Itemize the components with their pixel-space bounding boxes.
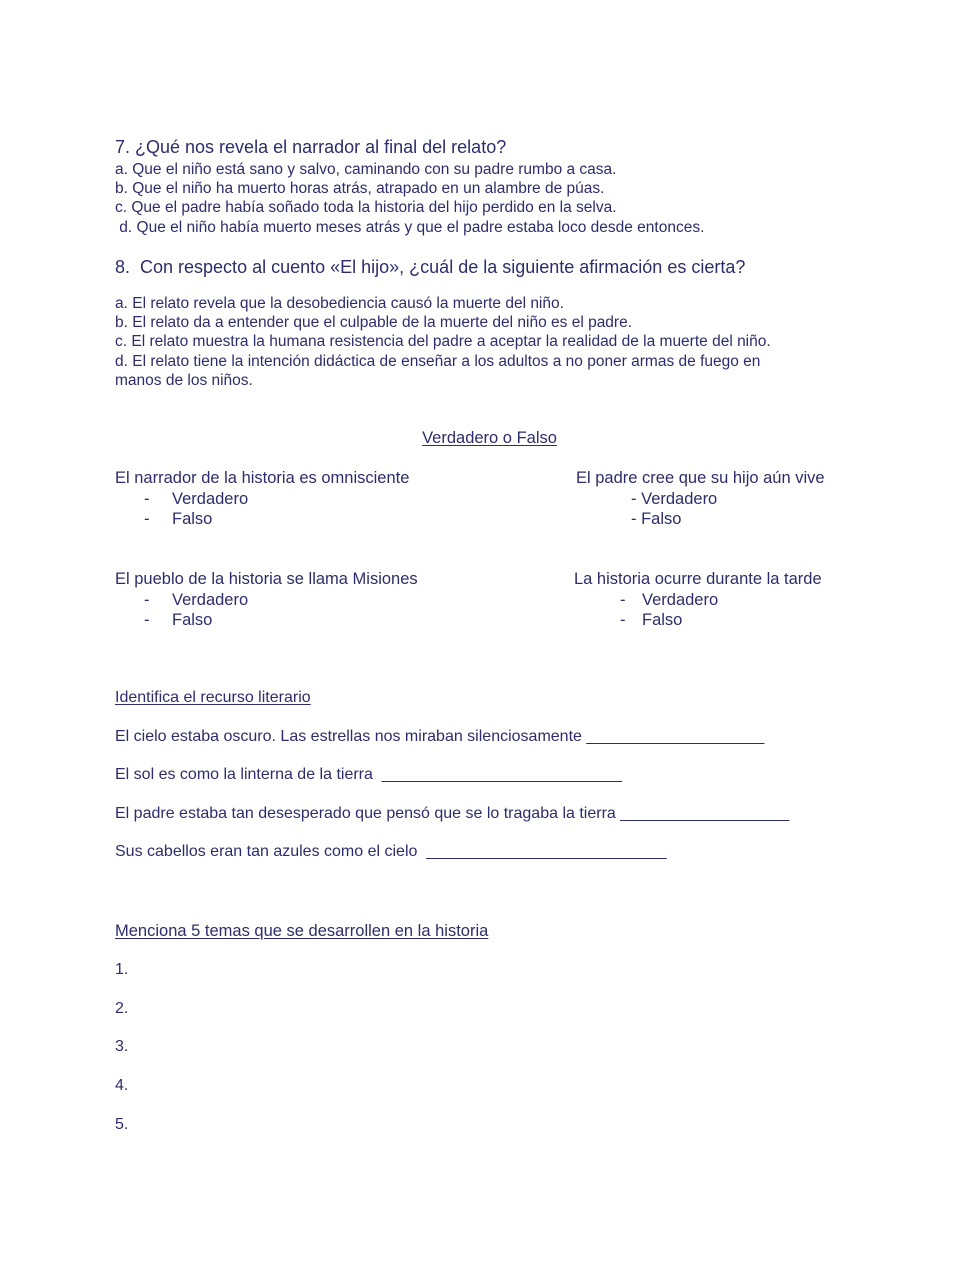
literary-device-heading: Identifica el recurso literario (115, 689, 311, 706)
option-label: Falso (641, 510, 682, 528)
theme-number-4: 4. (115, 1077, 129, 1094)
question-7-option-a: a. Que el niño está sano y salvo, caminando con su padre rumbo a casa. (115, 161, 617, 178)
tf-option-true-3 (144, 591, 248, 610)
question-8-option-d: d. El relato tiene la intención didáctica de enseñar a los adultos a no poner armas de fuego en (115, 353, 761, 370)
tf-option-true-1 (144, 490, 248, 509)
option-label: Falso (642, 611, 683, 629)
question-7-title: 7. ¿Qué nos revela el narrador al final del relato? (115, 137, 507, 157)
theme-number-1: 1. (115, 961, 129, 978)
tf-statement-4: La historia ocurre durante la tarde (574, 570, 822, 588)
question-8-option-a: a. El relato revela que la desobediencia causó la muerte del niño. (115, 295, 564, 312)
question-8-option-d-cont: manos de los niños. (115, 372, 253, 389)
option-label: Falso (172, 611, 213, 629)
tf-option-false-3 (144, 611, 212, 630)
literary-item-4: Sus cabellos eran tan azules como el cielo ___________________________ (115, 843, 667, 860)
tf-option-false-4 (620, 611, 682, 630)
dash-bullet: - (631, 490, 637, 508)
question-7-option-c: c. Que el padre había soñado toda la historia del hijo perdido en la selva. (115, 199, 617, 216)
literary-item-1: El cielo estaba oscuro. Las estrellas nos miraban silenciosamente ____________________ (115, 728, 765, 745)
theme-number-2: 2. (115, 1000, 129, 1017)
dash-bullet: - (144, 490, 150, 508)
tf-option-false-2 (631, 510, 681, 529)
theme-number-5: 5. (115, 1116, 129, 1133)
question-7-option-b: b. Que el niño ha muerto horas atrás, atrapado en un alambre de púas. (115, 180, 605, 197)
question-7-option-d: d. Que el niño había muerto meses atrás y que el padre estaba loco desde entonces. (115, 219, 705, 236)
question-8-option-b: b. El relato da a entender que el culpable de la muerte del niño es el padre. (115, 314, 633, 331)
literary-item-2: El sol es como la linterna de la tierra ___________________________ (115, 766, 623, 783)
tf-statement-1: El narrador de la historia es omnisciente (115, 469, 410, 487)
tf-option-false-1 (144, 510, 212, 529)
tf-option-true-2 (631, 490, 717, 509)
dash-bullet: - (144, 510, 150, 528)
true-false-heading: Verdadero o Falso (422, 429, 557, 447)
option-label: Verdadero (641, 490, 718, 508)
literary-item-3: El padre estaba tan desesperado que pensó que se lo tragaba la tierra ___________________ (115, 805, 790, 822)
option-label: Falso (172, 510, 213, 528)
question-8-option-c: c. El relato muestra la humana resistencia del padre a aceptar la realidad de la muerte del niño. (115, 333, 771, 350)
dash-bullet: - (631, 510, 637, 528)
option-label: Verdadero (172, 591, 249, 609)
dash-bullet: - (144, 591, 150, 609)
theme-number-3: 3. (115, 1038, 129, 1055)
tf-statement-2: El padre cree que su hijo aún vive (576, 469, 825, 487)
themes-heading: Menciona 5 temas que se desarrollen en la historia (115, 922, 489, 940)
tf-statement-3: El pueblo de la historia se llama Misiones (115, 570, 418, 588)
option-label: Verdadero (172, 490, 249, 508)
tf-option-true-4 (620, 591, 718, 610)
dash-bullet: - (620, 591, 626, 609)
question-8-title: 8. Con respecto al cuento «El hijo», ¿cuál de la siguiente afirmación es cierta? (115, 257, 746, 277)
dash-bullet: - (620, 611, 626, 629)
option-label: Verdadero (642, 591, 719, 609)
dash-bullet: - (144, 611, 150, 629)
